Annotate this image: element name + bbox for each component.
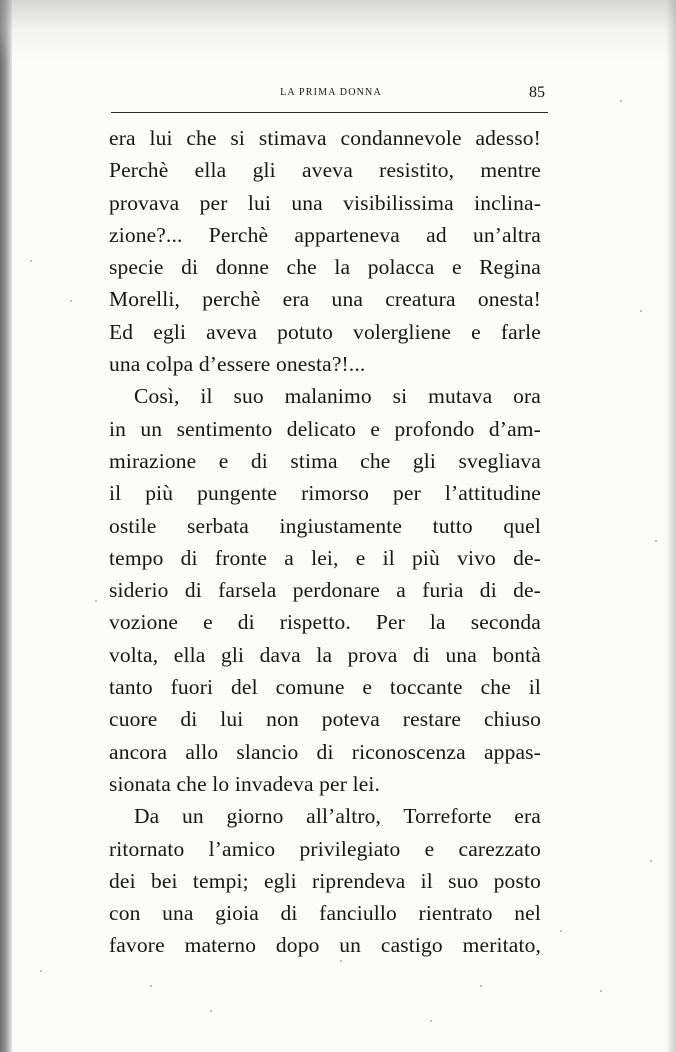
text-line: provava per lui una visibilissima inclina-	[109, 190, 541, 215]
text-line: dei bei tempi; egli riprendeva il suo posto	[109, 868, 541, 893]
running-title: LA PRIMA DONNA	[280, 87, 382, 98]
paper-speck	[620, 100, 622, 102]
paper-speck	[30, 260, 32, 262]
text-line: specie di donne che la polacca e Regina	[109, 255, 541, 280]
paper-speck	[210, 1010, 212, 1012]
paper-speck	[655, 540, 657, 542]
paper-speck	[600, 990, 602, 992]
text-line: Perchè ella gli aveva resistito, mentre	[109, 158, 541, 183]
text-line: Così, il suo malanimo si mutava ora	[134, 384, 541, 409]
text-line: mirazione e di stima che gli svegliava	[109, 448, 541, 473]
running-head	[117, 84, 545, 104]
text-line: favore materno dopo un castigo meritato,	[109, 933, 541, 958]
page-binding-shadow	[0, 0, 12, 1052]
text-line: ritornato l’amico privilegiato e carezzato	[109, 836, 541, 861]
text-line: Ed egli aveva potuto volergliene e farle	[109, 319, 541, 344]
paper-speck	[150, 985, 152, 987]
text-line: tanto fuori del comune e toccante che il	[109, 675, 541, 700]
page-number: 85	[529, 84, 545, 101]
body-text	[109, 122, 541, 962]
paper-speck	[430, 1020, 432, 1022]
paper-speck	[560, 930, 562, 932]
paper-speck	[340, 960, 342, 962]
text-line: era lui che si stimava condannevole adesso!	[109, 126, 541, 150]
page-edge-shadow	[666, 0, 676, 1052]
text-line: ostile serbata ingiustamente tutto quel	[109, 513, 541, 538]
text-line: siderio di farsela perdonare a furia di de-	[109, 578, 541, 603]
text-line: tempo di fronte a lei, e il più vivo de-	[109, 545, 541, 570]
page-top-shadow	[0, 0, 676, 60]
paper-speck	[40, 970, 42, 972]
text-line: Da un giorno all’altro, Torreforte era	[134, 804, 541, 829]
text-line: una colpa d’essere onesta?!...	[109, 352, 366, 377]
text-line: in un sentimento delicato e profondo d’am-	[109, 416, 541, 441]
paper-speck	[650, 860, 652, 862]
text-line: Morelli, perchè era una creatura onesta!	[109, 287, 541, 312]
text-line: con una gioia di fanciullo rientrato nel	[109, 901, 541, 926]
header-rule	[111, 112, 548, 113]
text-line: sionata che lo invadeva per lei.	[109, 771, 381, 796]
text-line: il più pungente rimorso per l’attitudine	[109, 481, 541, 506]
text-line: zione?... Perchè apparteneva ad un’altra	[109, 222, 541, 247]
text-line: ancora allo slancio di riconoscenza appas-	[109, 739, 541, 764]
text-line: volta, ella gli dava la prova di una bontà	[109, 642, 541, 667]
text-line: cuore di lui non poteva restare chiuso	[109, 707, 541, 732]
text-line: vozione e di rispetto. Per la seconda	[109, 610, 541, 635]
paper-speck	[640, 310, 642, 312]
paper-speck	[480, 985, 482, 987]
paper-speck	[70, 300, 72, 302]
paper-speck	[95, 600, 97, 602]
